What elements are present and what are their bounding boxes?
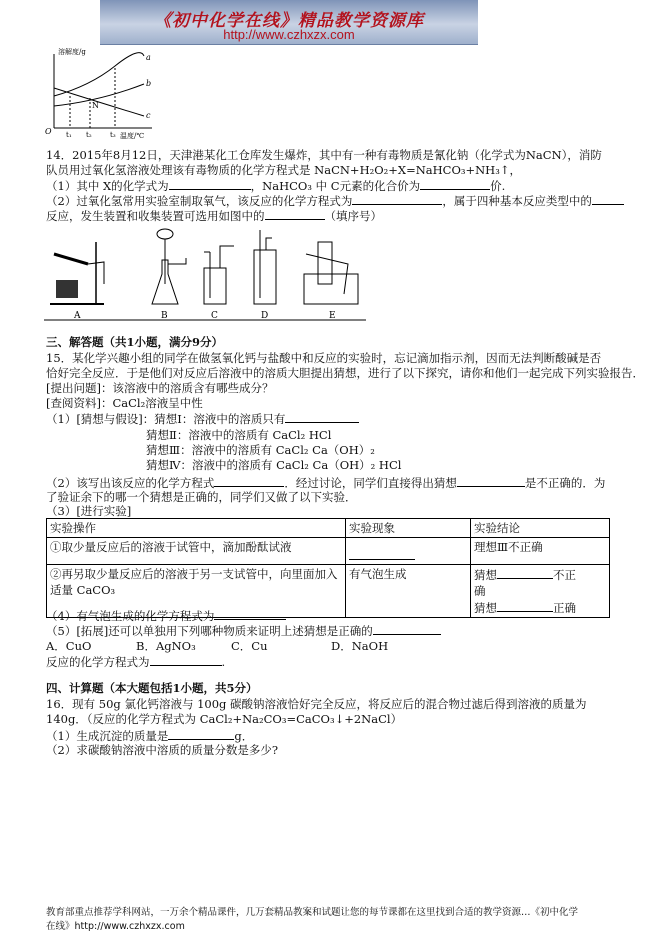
q14-p2c: 反应，发生装置和收集装置可选用如图中的 — [46, 209, 265, 223]
q14-p1c: 价. — [490, 179, 506, 193]
answer-blank[interactable] — [168, 727, 234, 740]
graph-origin: O — [45, 127, 52, 136]
point-label-n: N — [92, 101, 99, 110]
answer-blank[interactable] — [457, 474, 525, 487]
label-a: A — [74, 311, 81, 321]
apparatus-b — [152, 229, 186, 304]
header-operation: 实验操作 — [47, 519, 346, 538]
q15-reference: [查阅资料]：CaCl₂溶液呈中性 — [46, 396, 203, 410]
q15-p2b: ．经过讨论，同学们直接得出猜想 — [284, 476, 457, 490]
curve-c — [54, 88, 144, 116]
q14-p2d: （填序号） — [324, 209, 382, 223]
header-conclusion: 实验结论 — [471, 519, 610, 538]
q15-part5-equation: 反应的化学方程式为 . — [46, 655, 226, 669]
row1-conclusion: 理想Ⅲ不正确 — [471, 538, 610, 565]
row2-operation: ②再另取少量反应后的溶液于另一支试管中，向里面加入 适量 CaCO₃ — [47, 565, 346, 618]
page-footer — [46, 906, 616, 934]
hypothesis1-text: （1）[猜想与假设]：猜想Ⅰ：溶液中的溶质只有 — [46, 412, 286, 426]
label-e: E — [329, 311, 336, 321]
option-d[interactable]: D．NaOH — [331, 639, 389, 653]
q14-p1b: ，NaHCO₃ 中 C元素的化合价为 — [250, 179, 421, 193]
site-banner — [100, 0, 478, 45]
option-a[interactable]: A．CuO — [46, 639, 92, 653]
footer-line1: 教育部重点推荐学科网站，一万余个精品课件，几万套精品教案和试题让您的每节课都在这里找到合适的教学资源…《初中化学 — [46, 907, 579, 918]
q15-part5: （5）[拓展]还可以单独用下列哪种物质来证明上述猜想是正确的 — [46, 622, 441, 639]
q15-hypothesis4: 猜想Ⅳ：溶液中的溶质有 CaCl₂ Ca（OH）₂ HCl — [146, 458, 402, 472]
curve-a — [54, 53, 144, 96]
q14-p1a: （1）其中 X的化学式为 — [46, 179, 169, 193]
q14-p2b: ，属于四种基本反应类型中的 — [442, 194, 592, 208]
q15-p2a: （2）该写出该反应的化学方程式 — [46, 476, 215, 490]
answer-blank[interactable] — [150, 653, 222, 666]
curve-label-c: c — [146, 111, 151, 120]
answer-blank[interactable] — [214, 607, 286, 620]
q15-part3: （3）[进行实验] — [46, 504, 132, 518]
row2-phenomenon: 有气泡生成 — [346, 565, 471, 618]
option-c[interactable]: C．Cu — [231, 639, 268, 653]
answer-blank[interactable] — [285, 410, 359, 423]
banner-url[interactable]: http://www.czhxzx.com — [223, 27, 355, 42]
lab-apparatus-figure — [44, 224, 366, 324]
q15-hypothesis2: 猜想Ⅱ：溶液中的溶质有 CaCl₂ HCl — [146, 428, 332, 442]
answer-blank[interactable] — [265, 207, 325, 220]
q16-part2: （2）求碳酸钠溶液中溶质的质量分数是多少? — [46, 743, 278, 757]
banner-title: 《初中化学在线》精品教学资源库 — [154, 11, 424, 31]
q15-hypothesis1 — [46, 410, 359, 427]
section4-heading: 四、计算题（本大题包括1小题，共5分） — [46, 681, 258, 695]
footer-line2[interactable]: 在线》http://www.czhxzx.com — [46, 921, 185, 932]
label-d: D — [261, 311, 269, 321]
table-header-row — [47, 519, 610, 538]
tick-t3: t₃ — [110, 131, 116, 139]
answer-blank[interactable] — [497, 566, 553, 579]
option-b[interactable]: B．AgNO₃ — [136, 639, 196, 653]
q15-hypothesis3: 猜想Ⅲ：溶液中的溶质有 CaCl₂ Ca（OH）₂ — [146, 443, 375, 457]
answer-blank[interactable] — [169, 177, 251, 190]
curve-b — [54, 84, 144, 106]
curve-label-a: a — [146, 53, 151, 62]
apparatus-d — [254, 230, 276, 304]
graph-xlabel: 温度/℃ — [120, 132, 145, 140]
q14-line2: 队员用过氧化氢溶液处理该有毒物质的化学方程式是 NaCN+H₂O₂+X=NaHCO₃+NH₃↑， — [46, 163, 521, 177]
q14-part2-cont — [46, 207, 382, 224]
label-c: C — [211, 311, 218, 321]
curve-label-b: b — [146, 79, 152, 88]
graph-ylabel: 溶解度/g — [58, 48, 86, 56]
header-phenomenon: 实验现象 — [346, 519, 471, 538]
apparatus-a — [50, 242, 104, 304]
answer-blank[interactable] — [373, 622, 441, 635]
section3-heading: 三、解答题（共1小题，满分9分） — [46, 335, 224, 349]
q15-question: [提出问题]：该溶液中的溶质含有哪些成分？ — [46, 381, 274, 395]
q15-part4: （4）有气泡生成的化学方程式为 — [46, 607, 286, 624]
q16-line2: 140g．（反应的化学方程式为 CaCl₂+Na₂CO₃=CaCO₃↓+2NaCl） — [46, 712, 403, 726]
row2-conclusion: 猜想 不正 确 猜想 正确 — [471, 565, 610, 618]
answer-blank[interactable] — [592, 192, 624, 205]
q14-line1: 14．2015年8月12日，天津港某化工仓库发生爆炸，其中有一种有毒物质是氰化钠（化学式为NaCN），消防 — [46, 148, 602, 162]
tick-t2: t₂ — [86, 131, 92, 139]
table-row — [47, 538, 610, 565]
q16-line1: 16．现有 50g 氯化钙溶液与 100g 碳酸钠溶液恰好完全反应，将反应后的混合物过滤后得到溶液的质量为 — [46, 697, 587, 711]
q15-p2c: 是不正确的．为 — [524, 476, 606, 490]
apparatus-c — [204, 246, 234, 304]
q15-line1: 15．某化学兴趣小组的同学在做氢氧化钙与盐酸中和反应的实验时，忘记滴加指示剂，因而无法判断酸碱是否 — [46, 351, 602, 365]
apparatus-e — [304, 242, 358, 304]
q16-part1: （1）生成沉淀的质量是 g． — [46, 729, 254, 743]
q15-line2: 恰好完全反应．于是他们对反应后溶液中的溶质大胆提出猜想，进行了以下探究，请你和他们一起完成下列实验报告． — [46, 366, 644, 380]
answer-blank[interactable] — [352, 192, 442, 205]
experiment-table — [46, 518, 610, 618]
q15-part2-cont: 了验证余下的哪一个猜想是正确的，同学们又做了以下实验． — [46, 490, 357, 504]
q14-p2a: （2）过氧化氢常用实验室制取氧气，该反应的化学方程式为 — [46, 194, 353, 208]
solubility-graph — [40, 46, 160, 140]
label-b: B — [161, 311, 168, 321]
answer-blank[interactable] — [349, 547, 415, 560]
answer-blank[interactable] — [497, 599, 553, 612]
tick-t1: t₁ — [66, 131, 72, 139]
answer-blank[interactable] — [420, 177, 490, 190]
row1-phenomenon[interactable] — [346, 538, 471, 565]
row1-operation: ①取少量反应后的溶液于试管中，滴加酚酞试液 — [47, 538, 346, 565]
answer-blank[interactable] — [214, 474, 284, 487]
